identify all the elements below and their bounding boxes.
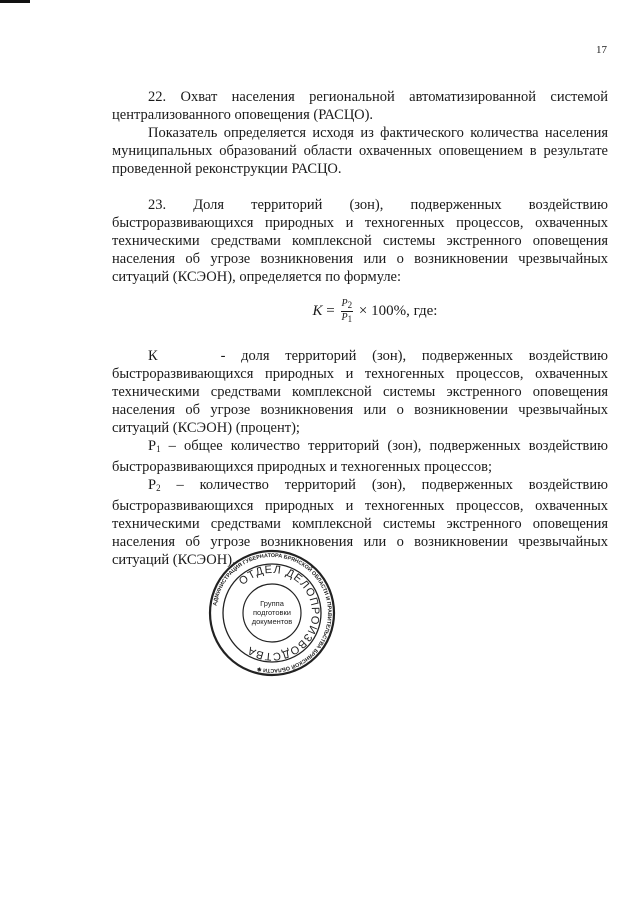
page-number: 17 xyxy=(596,44,607,56)
formula xyxy=(142,298,608,325)
formula-rhs: × 100%, где: xyxy=(358,302,438,319)
stamp-outer-text: АДМИНИСТРАЦИЯ ГУБЕРНАТОРА БРЯНСКОЙ ОБЛАСТИ И ПРАВИТЕЛЬСТВА БРЯНСКОЙ ОБЛАСТИ ✱ xyxy=(212,552,333,674)
formula-eq: = xyxy=(326,302,335,319)
stamp-center-line-2: подготовки xyxy=(253,608,291,617)
document-body xyxy=(112,88,608,569)
formula-fraction: $\frac{P_2}{P_1}$ xyxy=(341,298,353,324)
stamp-center-line-3: документов xyxy=(251,617,293,626)
formula-numerator: P xyxy=(341,298,348,309)
scan-corner-mark xyxy=(0,0,30,3)
stamp-ring-text: ОТДЕЛ ДЕЛОПРОИЗВОДСТВА xyxy=(236,563,322,663)
definition-p2: $Р_2$ – количество территорий (зон), подверженных воздействию быстроразвивающихся природных и техногенных процессов, охваченных техническими средствами комплексной системы экстренного оповещения населения об угрозе возникновения или о возникновении чрезвычайных ситуаций (КСЭОН). xyxy=(112,477,608,568)
item-23-intro: 23. Доля территорий (зон), подверженных воздействию быстроразвивающихся природных и техногенных процессов, охваченных техническими средствами комплексной системы экстренного оповещения населения об угрозе возникновения или о возникновении чрезвычайных ситуаций (КСЭОН), определяется по формуле: xyxy=(112,197,608,285)
formula-lhs: K xyxy=(312,302,323,319)
formula-denominator: P xyxy=(341,312,348,323)
item-22-title: 22. Охват населения региональной автоматизированной системой централизованного оповещения (РАСЦО). xyxy=(112,89,608,123)
item-22-body: Показатель определяется исходя из фактического количества населения муниципальных образований области охваченных оповещением в результате проведенной реконструкции РАСЦО. xyxy=(112,125,608,177)
office-stamp xyxy=(207,548,337,678)
stamp-center-line-1: Группа xyxy=(260,599,284,608)
definition-k: К - доля территорий (зон), подверженных воздействию быстроразвивающихся природных и техногенных процессов, охваченных техническими средствами комплексной системы экстренного оповещения населения об угрозе возникновения или о возникновении чрезвычайных ситуаций (КСЭОН) (процент); xyxy=(112,348,609,436)
definition-p1: $Р_1$ – общее количество территорий (зон), подверженных воздействию быстроразвивающихся природных и техногенных процессов; xyxy=(112,438,608,475)
